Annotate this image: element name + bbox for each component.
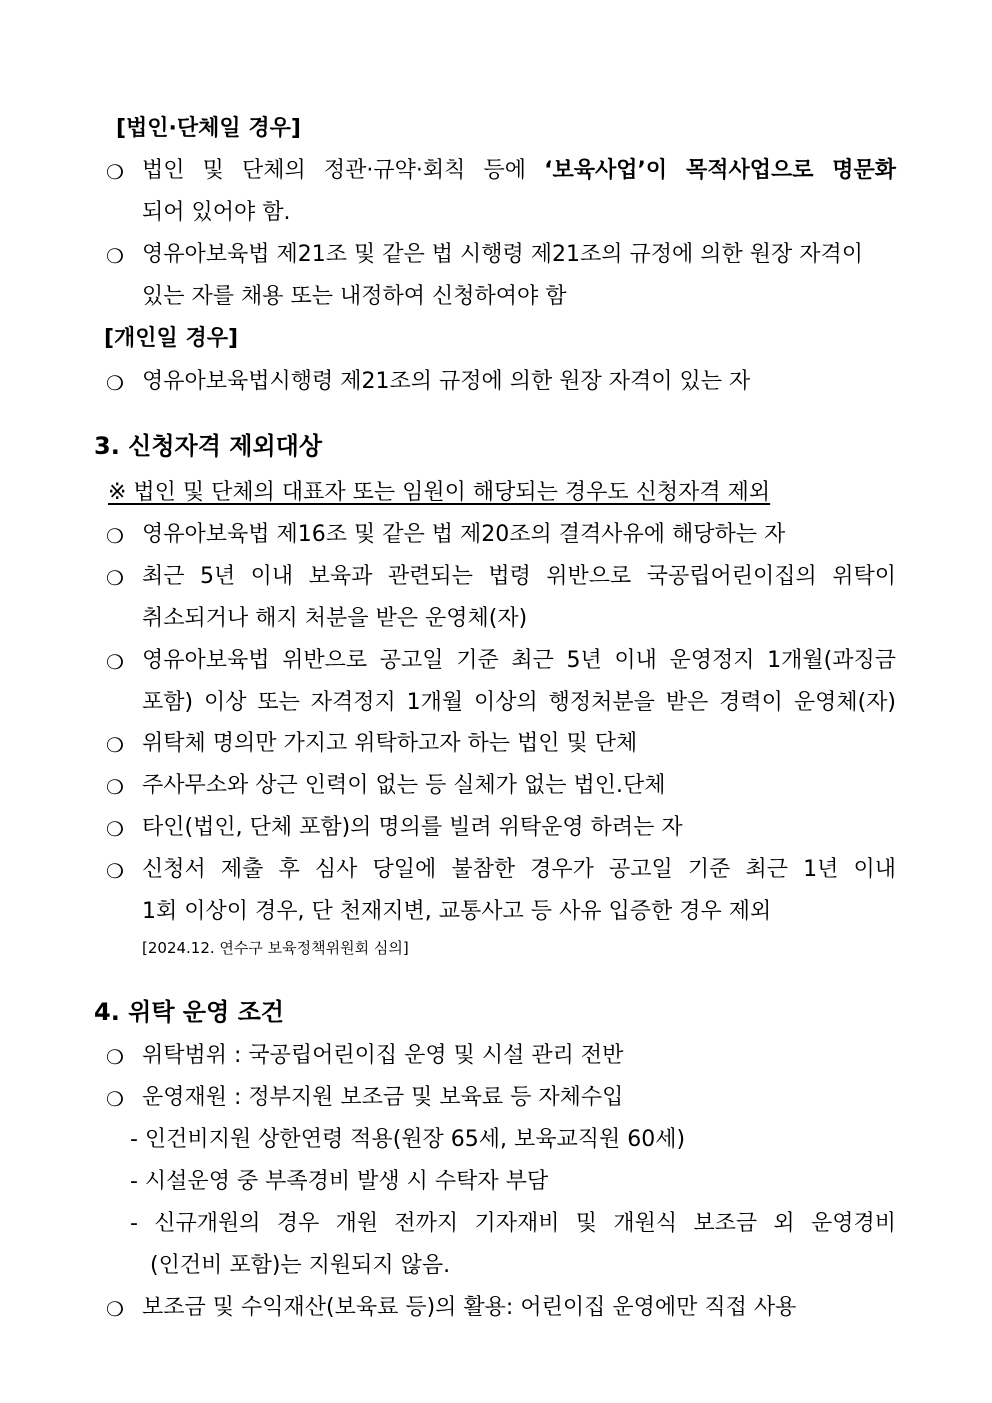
bullet-icon: ❍ [106,524,124,548]
exclusion-item-5: 주사무소와 상근 인력이 없는 등 실체가 없는 법인.단체 [142,773,666,798]
exclusion-item-7-line-2: 1회 이상이 경우, 단 천재지변, 교통사고 등 사유 입증한 경우 제외 [142,899,772,924]
section-header-legal: [법인·단체일 경우] [116,116,301,141]
bullet-icon: ❍ [106,1087,124,1111]
exclusion-item-3-line-2: 포함) 이상 또는 자격정지 1개월 이상의 행정처분을 받은 경력이 운영체(자) [142,690,896,715]
exclusion-item-7-note: [2024.12. 연수구 보육정책위원회 심의] [142,939,409,957]
bullet-icon: ❍ [106,775,124,799]
exclusion-item-7-line-1: 신청서 제출 후 심사 당일에 불참한 경우가 공고일 기준 최근 1년 이내 [142,857,896,882]
bullet-icon: ❍ [106,733,124,757]
section-4-title: 4. 위탁 운영 조건 [94,998,284,1026]
individual-item-1: 영유아보육법시행령 제21조의 규정에 의한 원장 자격이 있는 자 [142,369,751,394]
bullet-icon: ❍ [106,817,124,841]
condition-item-2: 운영재원 : 정부지원 보조금 및 보육료 등 자체수입 [142,1085,624,1110]
legal-item-1-line-2: 되어 있어야 함. [142,200,291,225]
bullet-icon: ❍ [106,566,124,590]
bullet-icon: ❍ [106,1045,124,1069]
bullet-icon: ❍ [106,1297,124,1321]
condition-item-3: 보조금 및 수익재산(보육료 등)의 활용: 어린이집 운영에만 직접 사용 [142,1295,797,1320]
condition-sub-3-line-2: (인건비 포함)는 지원되지 않음. [150,1253,451,1278]
legal-item-1-line-1: 법인 및 단체의 정관·규약·회칙 등에 ‘보육사업’이 목적사업으로 명문화 [142,158,897,183]
section-header-individual: [개인일 경우] [104,326,239,351]
condition-sub-2: - 시설운영 중 부족경비 발생 시 수탁자 부담 [130,1169,549,1194]
exclusion-item-3-line-1: 영유아보육법 위반으로 공고일 기준 최근 5년 이내 운영정지 1개월(과징금 [142,648,896,673]
exclusion-item-4: 위탁체 명의만 가지고 위탁하고자 하는 법인 및 단체 [142,731,638,756]
legal-item-2-line-1: 영유아보육법 제21조 및 같은 법 시행령 제21조의 규정에 의한 원장 자격이 [142,242,863,267]
condition-sub-1: - 인건비지원 상한연령 적용(원장 65세, 보육교직원 60세) [130,1127,686,1152]
exclusion-item-6: 타인(법인, 단체 포함)의 명의를 빌려 위탁운영 하려는 자 [142,815,683,840]
bullet-icon: ❍ [106,650,124,674]
section-3-note: ※ 법인 및 단체의 대표자 또는 임원이 해당되는 경우도 신청자격 제외 [108,480,771,505]
exclusion-item-1: 영유아보육법 제16조 및 같은 법 제20조의 결격사유에 해당하는 자 [142,522,786,547]
section-3-title: 3. 신청자격 제외대상 [94,432,322,460]
bullet-icon: ❍ [106,244,124,268]
bullet-icon: ❍ [106,160,124,184]
bullet-icon: ❍ [106,859,124,883]
condition-item-1: 위탁범위 : 국공립어린이집 운영 및 시설 관리 전반 [142,1043,624,1068]
condition-sub-3-line-1: - 신규개원의 경우 개원 전까지 기자재비 및 개원식 보조금 외 운영경비 [130,1211,896,1236]
exclusion-item-2-line-2: 취소되거나 해지 처분을 받은 운영체(자) [142,606,528,631]
legal-item-2-line-2: 있는 자를 채용 또는 내정하여 신청하여야 함 [142,284,567,309]
bullet-icon: ❍ [106,371,124,395]
exclusion-item-2-line-1: 최근 5년 이내 보육과 관련되는 법령 위반으로 국공립어린이집의 위탁이 [142,564,896,589]
